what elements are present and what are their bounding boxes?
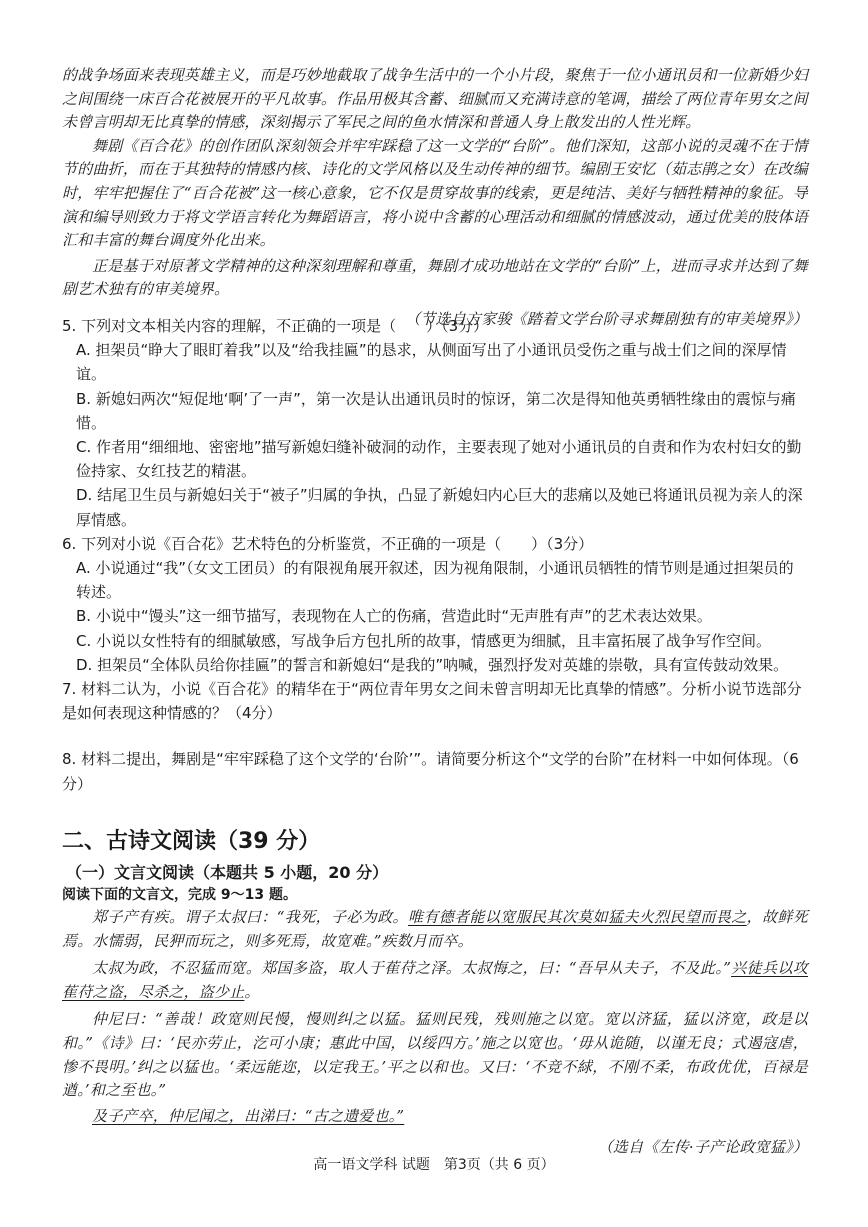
classical-source: （选自《左传·子产论政宽猛》） <box>597 1138 808 1157</box>
reading-instruction: 阅读下面的文言文，完成 9～13 题。 <box>62 887 297 903</box>
question-6-option-b: B. 小说中“馒头”这一细节描写，表现物在人亡的伤痛，营造此时“无声胜有声”的艺术表达效果。 <box>76 607 712 626</box>
question-5-stem: 5. 下列对文本相关内容的理解，不正确的一项是（ ）（3分） <box>62 317 489 335</box>
classical-text: ，故鲜死焉。水懦弱，民狎而玩之，则多死焉，故宽难。”疾数月而卒。 <box>62 908 808 950</box>
passage-paragraph: 舞剧《百合花》的创作团队深刻领会并牢牢踩稳了这一文学的“台阶”。他们深知，这部小说的灵魂不在于情节的曲折，而在于其独特的情感内核、诗化的文学风格以及生动传神的细节。编剧王安忆（茹志鹃之女）在改编时，牢牢把握住了“百合花被”这一核心意象，它不仅是贯穿故事的线索，更是纯洁、美好与牺牲精神的象征。导演和编导则致力于将文学语言转化为舞蹈语言，将小说中含蓄的心理活动和细腻的情感波动，通过优美的肢体语汇和丰富的舞台调度外化出来。 <box>62 136 808 250</box>
question-6-stem: 6. 下列对小说《百合花》艺术特色的分析鉴赏，不正确的一项是（ ）（3分） <box>62 534 594 553</box>
question-6-option-d: D. 担架员“全体队员给你挂匾”的誓言和新媳妇“是我的”呐喊，强烈抒发对英雄的崇敬，具有宣传鼓动效果。 <box>76 655 789 674</box>
question-5-option-d: D. 结尾卫生员与新媳妇关于“被子”归属的争执，凸显了新媳妇内心巨大的悲痛以及她已将通讯员视为亲人的深厚情感。 <box>76 486 803 529</box>
question-8: 8. 材料二提出，舞剧是“牢牢踩稳了这个文学的‘台阶’”。请简要分析这个“文学的台阶”在材料一中如何体现。（6分） <box>62 750 799 793</box>
underlined-sentence: 兴徒兵以攻萑苻之盗，尽杀之，盗少止 <box>62 959 808 1001</box>
classical-paragraph <box>62 957 808 1004</box>
classical-text: 。 <box>244 982 260 1001</box>
question-6-option-a: A. 小说通过“我”（女文工团员）的有限视角展开叙述，因为视角限制，小通讯员牺牲的情节则是通过担架员的转述。 <box>76 559 794 602</box>
passage-source: （节选自方家骏《踏着文学台阶寻求舞剧独有的审美境界》） <box>405 309 808 328</box>
questions-5-8 <box>62 314 808 796</box>
question-6-option-c: C. 小说以女性特有的细腻敏感，写战争后方包扎所的故事，情感更为细腻，且丰富拓展了战争写作空间。 <box>76 631 772 650</box>
classical-text: 太叔为政，不忍猛而宽。郑国多盗，取人于萑苻之泽。太叔悔之，曰：“吾早从夫子，不及此。” <box>92 959 732 978</box>
question-7: 7. 材料二认为，小说《百合花》的精华在于“两位青年男女之间未曾言明却无比真挚的情感”。分析小说节选部分是如何表现这种情感的？（4分） <box>62 680 802 723</box>
passage-paragraph: 正是基于对原著文学精神的这种深刻理解和尊重，舞剧才成功地站在文学的“台阶”上，进而寻求并达到了舞剧艺术独有的审美境界。 <box>62 256 808 299</box>
underlined-sentence: 及子产卒，仲尼闻之，出涕曰：“古之遗爱也。” <box>92 1106 405 1125</box>
classical-passage <box>62 906 808 1160</box>
question-5-option-b: B. 新媳妇两次“短促地‘啊’了一声”，第一次是认出通讯员时的惊讶，第二次是得知他英勇牺牲缘由的震惊与痛惜。 <box>76 389 796 432</box>
question-5-option-a: A. 担架员“睁大了眼盯着我”以及“给我挂匾”的恳求，从侧面写出了小通讯员受伤之重与战士们之间的深厚情谊。 <box>76 341 787 384</box>
classical-paragraph <box>62 1105 808 1129</box>
underlined-sentence: 唯有德者能以宽服民其次莫如猛夫火烈民望而畏之 <box>407 908 747 926</box>
question-5-option-c: C. 作者用“细细地、密密地”描写新媳妇缝补破洞的动作，主要表现了她对小通讯员的自责和作为农村妇女的勤俭持家、女红技艺的精湛。 <box>76 438 802 481</box>
classical-text: 郑子产有疾。谓子太叔曰：“我死，子必为政。 <box>92 908 408 926</box>
passage-paragraph: 的战争场面来表现英雄主义，而是巧妙地截取了战争生活中的一个小片段，聚焦于一位小通讯员和一位新婚少妇之间围绕一床百合花被展开的平凡故事。作品用极其含蓄、细腻而又充满诗意的笔调，描绘了两位青年男女之间未曾言明却无比真挚的情感，深刻揭示了军民之间的鱼水情深和普通人身上散发出的人性光辉。 <box>62 66 808 132</box>
classical-paragraph: 仲尼曰：“善哉！政宽则民慢，慢则纠之以猛。猛则民残，残则施之以宽。宽以济猛，猛以济宽，政是以和。”《诗》曰：‘民亦劳止，汔可小康；惠此中国，以绥四方。’施之以宽也。‘毋从诡随，以谨无良；式遏寇虐，惨不畏明。’纠之以猛也。‘柔远能迩，以定我王。’平之以和也。又曰：‘不竞不絿，不刚不柔，布政优优，百禄是遒。’和之至也。” <box>62 1010 808 1100</box>
passage-material-two <box>62 64 808 332</box>
page-footer: 高一语文学科 试题 第3页（共 6 页） <box>313 1157 555 1173</box>
subsection-heading: （一）文言文阅读（本题共 5 小题，20 分） <box>66 863 389 882</box>
classical-paragraph <box>62 906 808 953</box>
section-heading: 二、古诗文阅读（39 分） <box>62 829 321 854</box>
